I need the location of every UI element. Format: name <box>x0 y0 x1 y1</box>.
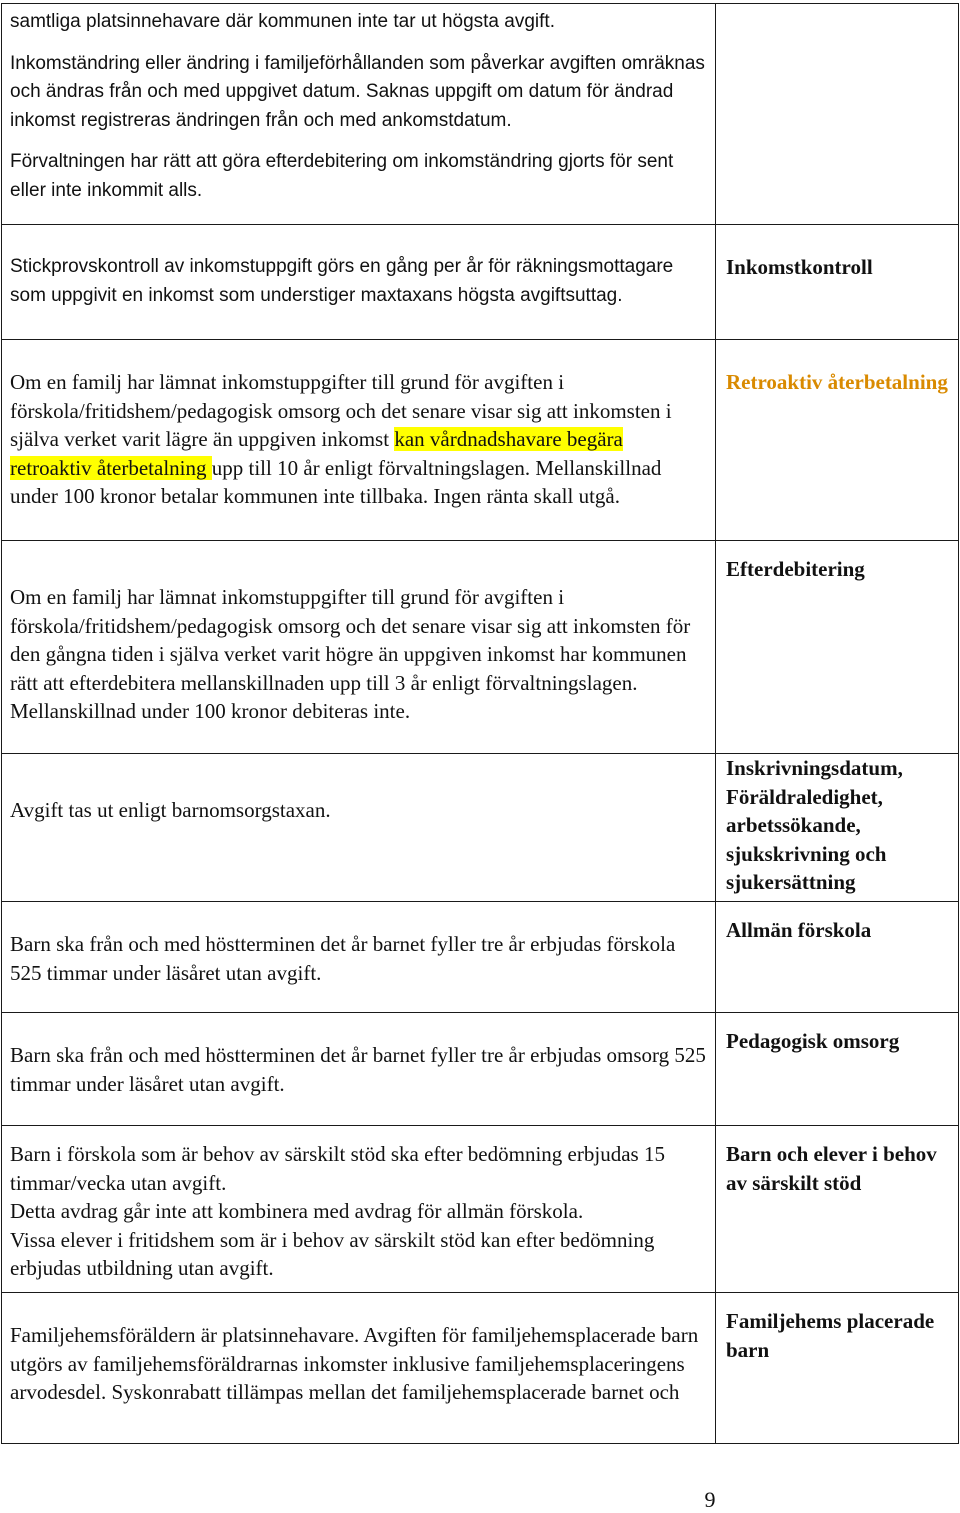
table-row <box>2 1013 959 1126</box>
row-heading-cell <box>716 902 959 1013</box>
row-heading-cell <box>716 4 959 225</box>
row-text <box>2 1013 716 1126</box>
row-heading-cell <box>716 754 959 902</box>
row-text <box>2 1126 716 1293</box>
table-row <box>2 1293 959 1444</box>
paragraph: samtliga platsinnehavare där kommunen inte tar ut högsta avgift. <box>10 11 555 32</box>
table-row <box>2 340 959 541</box>
table-row <box>2 225 959 340</box>
paragraph <box>2 340 715 511</box>
paragraph: Barn i förskola som är behov av särskilt stöd ska efter bedömning erbjudas 15 timmar/vecka utan avgift. <box>10 1142 665 1195</box>
paragraph: Barn ska från och med höstterminen det år barnet fyller tre år erbjudas förskola 525 timmar under läsåret utan avgift. <box>10 932 676 985</box>
row-text <box>2 225 716 340</box>
paragraph: Barn ska från och med höstterminen det år barnet fyller tre år erbjudas omsorg 525 timmar under läsåret utan avgift. <box>10 1043 706 1096</box>
row-heading-cell <box>716 1013 959 1126</box>
rules-table <box>1 3 959 1444</box>
row-heading-cell <box>716 1293 959 1444</box>
row-heading-cell <box>716 1126 959 1293</box>
paragraph-text: upp till 10 år enligt förvaltningslagen. Mellanskillnad under 100 kronor betalar kommunen inte tillbaka. Ingen ränta skall utgå. <box>10 455 662 508</box>
row-text <box>2 4 716 225</box>
paragraph: Avgift tas ut enligt barnomsorgstaxan. <box>10 798 331 822</box>
row-text <box>2 1293 716 1444</box>
row-heading-cell <box>716 225 959 340</box>
row-heading: Pedagogisk omsorg <box>726 1029 900 1053</box>
table-row <box>2 1126 959 1293</box>
table-row <box>2 902 959 1013</box>
paragraph: Stickprovskontroll av inkomstuppgift görs en gång per år för räkningsmottagare som uppgivit en inkomst som understiger maxtaxans högsta avgiftsuttag. <box>10 256 674 306</box>
paragraph: Vissa elever i fritidshem som är i behov av särskilt stöd kan efter bedömning erbjudas utbildning utan avgift. <box>10 1227 655 1280</box>
row-heading: Inkomstkontroll <box>726 255 873 279</box>
table-row <box>2 4 959 225</box>
row-text <box>2 541 716 754</box>
table-row <box>2 541 959 754</box>
row-heading-cell <box>716 541 959 754</box>
row-heading: Allmän förskola <box>726 918 872 942</box>
paragraph: Detta avdrag går inte att kombinera med avdrag för allmän förskola. <box>10 1199 584 1223</box>
paragraph: Förvaltningen har rätt att göra efterdebitering om inkomständring gjorts för sent eller inte inkommit alls. <box>10 151 674 201</box>
paragraph: Inkomständring eller ändring i familjeförhållanden som påverkar avgiften omräknas och ändras från och med uppgivet datum. Saknas uppgift om datum för ändrad inkomst registreras ändringen från och med ankomstdatum. <box>10 52 705 131</box>
row-heading: Retroaktiv återbetalning <box>726 370 948 394</box>
page-number: 9 <box>704 1487 716 1512</box>
row-heading: Inskrivningsdatum, Föräldraledighet, arbetssökande, sjukskrivning och sjukersättning <box>726 756 903 894</box>
paragraph-text: Om en familj har lämnat inkomstuppgifter till grund för avgiften i förskola/fritidshem/pedagogisk omsorg och det senare visar sig att inkomsten i själva verket varit lägre än uppgiven inkomst <box>10 370 672 451</box>
row-text <box>2 754 716 902</box>
paragraph: Familjehemsföräldern är platsinnehavare. Avgiften för familjehemsplacerade barn utgörs av familjehemsföräldrarnas inkomster inklusive familjehemsplaceringens arvodesdel. Syskonrabatt tillämpas mellan det familjehemsplacerade barnet och <box>10 1323 699 1404</box>
row-heading: Efterdebitering <box>726 557 865 581</box>
table-row <box>2 754 959 902</box>
row-text <box>2 340 716 541</box>
row-heading-cell <box>716 340 959 541</box>
row-heading: Familjehems placerade barn <box>726 1309 935 1362</box>
highlighted-text: kan vårdnadshavare begära retroaktiv återbetalning <box>10 427 623 480</box>
row-text <box>2 902 716 1013</box>
row-heading: Barn och elever i behov av särskilt stöd <box>726 1142 937 1195</box>
paragraph: Om en familj har lämnat inkomstuppgifter till grund för avgiften i förskola/fritidshem/pedagogisk omsorg och det senare visar sig att inkomsten för den gångna tiden i själva verket varit högre än uppgiven inkomst har kommunen rätt att efterdebitera mellanskillnaden upp till 3 år enligt förvaltningslagen. Mellanskillnad under 100 kronor debiteras inte. <box>10 585 691 723</box>
